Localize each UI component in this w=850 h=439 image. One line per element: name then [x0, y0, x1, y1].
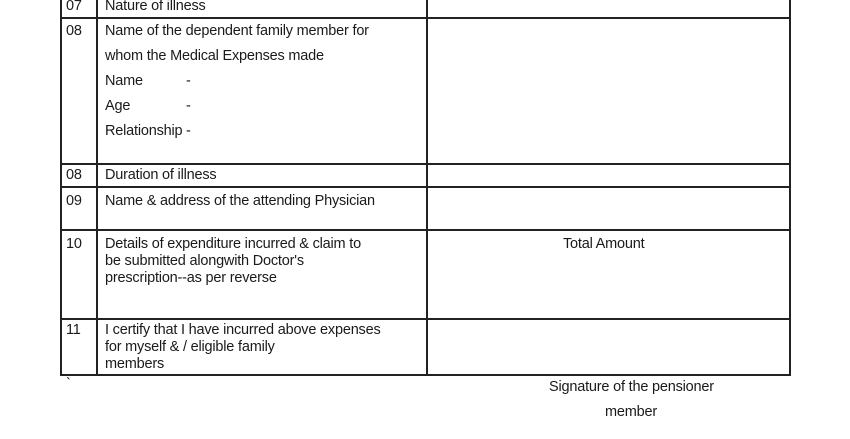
table-left-border — [60, 0, 62, 376]
dependent-member-label-line1: Name of the dependent family member for — [105, 23, 369, 39]
row-number-08-dependent: 08 — [66, 23, 82, 39]
certify-field[interactable] — [428, 320, 788, 374]
dependent-relationship-dash: - — [186, 123, 191, 139]
row-number-10: 10 — [66, 236, 82, 252]
table-right-border — [789, 0, 791, 376]
expenditure-label-line3: prescription--as per reverse — [105, 270, 277, 286]
expenditure-label-line2: be submitted alongwith Doctor's — [105, 253, 304, 269]
dependent-relationship-label: Relationship — [105, 123, 183, 139]
stray-backtick: ` — [66, 376, 71, 392]
total-amount-field[interactable] — [428, 254, 788, 317]
physician-field[interactable] — [428, 188, 788, 229]
certify-label-line2: for myself & / eligible family — [105, 339, 275, 355]
dependent-member-field[interactable] — [428, 19, 788, 163]
dependent-member-label-line2: whom the Medical Expenses made — [105, 48, 324, 64]
nature-of-illness-label: Nature of illness — [105, 0, 206, 14]
signature-label-line2: member — [605, 404, 657, 420]
row-number-09: 09 — [66, 193, 82, 209]
nature-of-illness-field[interactable] — [428, 0, 788, 17]
dependent-name-dash: - — [186, 73, 191, 89]
certify-label-line3: members — [105, 356, 165, 372]
certify-label-line1: I certify that I have incurred above expenses — [105, 322, 381, 338]
signature-label-line1: Signature of the pensioner — [549, 379, 714, 395]
total-amount-label: Total Amount — [563, 236, 645, 252]
row-number-11: 11 — [66, 322, 81, 338]
duration-of-illness-field[interactable] — [428, 165, 788, 186]
duration-of-illness-label: Duration of illness — [105, 167, 217, 183]
column-divider-number — [96, 0, 98, 376]
expenditure-label-line1: Details of expenditure incurred & claim to — [105, 236, 361, 252]
row-number-08-duration: 08 — [66, 167, 82, 183]
physician-label: Name & address of the attending Physician — [105, 193, 375, 209]
dependent-age-dash: - — [186, 98, 191, 114]
dependent-name-label: Name — [105, 73, 143, 89]
dependent-age-label: Age — [105, 98, 131, 114]
row-number-07: 07 — [66, 0, 82, 14]
